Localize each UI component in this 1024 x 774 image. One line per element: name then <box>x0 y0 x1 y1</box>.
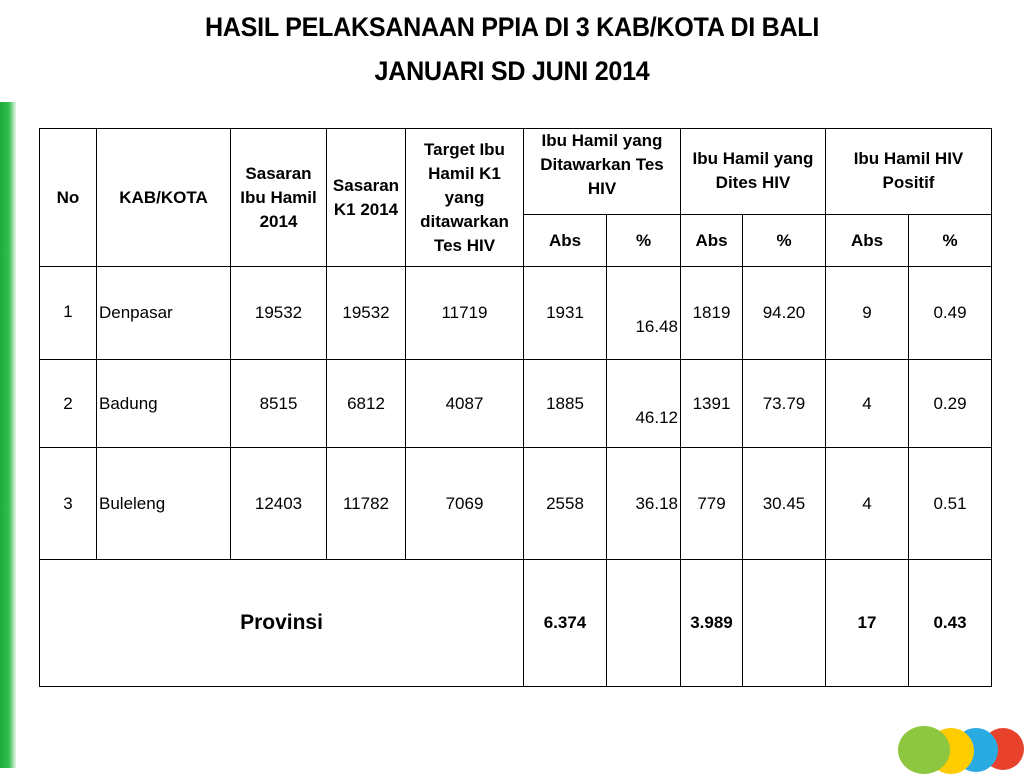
subheader-abs: Abs <box>524 215 607 267</box>
cell-tawar-pct <box>607 360 681 448</box>
cell-pos-abs: 9 <box>826 267 909 360</box>
cell-pos-pct: 0.29 <box>909 360 992 448</box>
header-positif: Ibu Hamil HIV Positif <box>826 129 992 215</box>
cell-sasaran: 8515 <box>231 360 327 448</box>
total-row <box>40 560 992 687</box>
subheader-pct: % <box>607 215 681 267</box>
cell-sasaran: 19532 <box>231 267 327 360</box>
cell-tes-abs: 1391 <box>681 360 743 448</box>
total-empty-cell <box>607 560 681 687</box>
total-tes-abs: 3.989 <box>681 560 743 687</box>
cell-kab: Badung <box>97 360 231 448</box>
cell-target: 4087 <box>406 360 524 448</box>
cell-no: 2 <box>40 360 97 448</box>
header-sasaran-k1: Sasaran K1 2014 <box>327 129 406 267</box>
cell-k1: 19532 <box>327 267 406 360</box>
cell-no: 3 <box>40 448 97 560</box>
cell-kab: Buleleng <box>97 448 231 560</box>
total-pos-pct: 0.43 <box>909 560 992 687</box>
cell-tawar-pct: 36.18 <box>607 448 681 560</box>
cell-no: 1 <box>40 267 97 360</box>
cell-tawar-pct <box>607 267 681 360</box>
cell-target: 11719 <box>406 267 524 360</box>
cell-pos-abs: 4 <box>826 360 909 448</box>
header-target: Target Ibu Hamil K1 yang ditawarkan Tes HIV <box>406 129 524 267</box>
ppia-results-table <box>39 128 992 687</box>
header-dites: Ibu Hamil yang Dites HIV <box>681 129 826 215</box>
cell-tes-pct: 30.45 <box>743 448 826 560</box>
slide-title: HASIL PELAKSANAAN PPIA DI 3 KAB/KOTA DI BALI <box>204 12 820 42</box>
logo-dot-green <box>898 726 950 774</box>
total-tawar-abs: 6.374 <box>524 560 607 687</box>
total-label: Provinsi <box>40 560 524 687</box>
tawar-pct-value: 46.12 <box>635 407 678 427</box>
subheader-pct: % <box>909 215 992 267</box>
total-empty-cell <box>743 560 826 687</box>
cell-sasaran: 12403 <box>231 448 327 560</box>
cell-pos-pct: 0.49 <box>909 267 992 360</box>
total-pos-abs: 17 <box>826 560 909 687</box>
cell-kab: Denpasar <box>97 267 231 360</box>
table-row <box>40 267 992 360</box>
header-ditawarkan: Ibu Hamil yang Ditawarkan Tes HIV <box>524 129 681 215</box>
cell-pos-abs: 4 <box>826 448 909 560</box>
cell-k1: 6812 <box>327 360 406 448</box>
subheader-abs: Abs <box>826 215 909 267</box>
cell-tawar-abs: 1931 <box>524 267 607 360</box>
header-row <box>40 129 992 215</box>
cell-k1: 11782 <box>327 448 406 560</box>
cell-target: 7069 <box>406 448 524 560</box>
table-row <box>40 360 992 448</box>
cell-pos-pct: 0.51 <box>909 448 992 560</box>
cell-tawar-abs: 1885 <box>524 360 607 448</box>
header-sasaran-ibu-hamil: Sasaran Ibu Hamil 2014 <box>231 129 327 267</box>
colored-dots-logo <box>894 724 1024 768</box>
table-row <box>40 448 992 560</box>
tawar-pct-value: 16.48 <box>635 317 678 336</box>
green-side-bar <box>0 102 16 768</box>
cell-tes-abs: 1819 <box>681 267 743 360</box>
cell-tes-pct: 73.79 <box>743 360 826 448</box>
cell-tawar-abs: 2558 <box>524 448 607 560</box>
header-no: No <box>40 129 97 267</box>
subheader-pct: % <box>743 215 826 267</box>
header-kab-kota: KAB/KOTA <box>97 129 231 267</box>
cell-tes-abs: 779 <box>681 448 743 560</box>
cell-tes-pct: 94.20 <box>743 267 826 360</box>
subheader-abs: Abs <box>681 215 743 267</box>
slide-subtitle: JANUARI SD JUNI 2014 <box>374 56 650 86</box>
